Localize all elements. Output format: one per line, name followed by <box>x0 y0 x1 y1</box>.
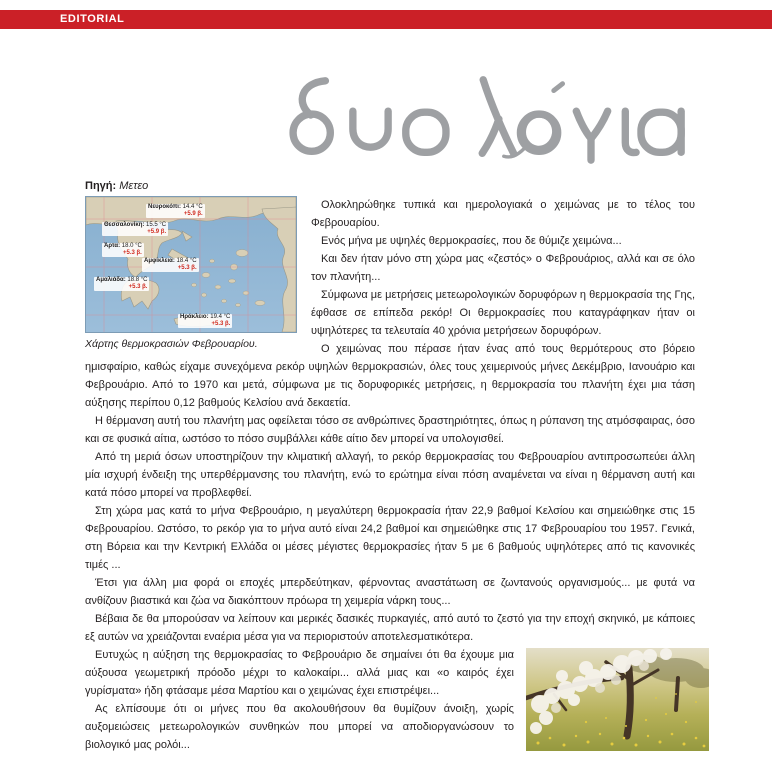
map-label-irakleio: Ηράκλειο: 19.4 °C +5.3 β. <box>180 314 231 327</box>
map-source <box>85 180 297 192</box>
source-label: Πηγή: <box>85 180 117 192</box>
header-title: EDITORIAL <box>60 13 125 25</box>
paragraph: Η θέρμανση αυτή του πλανήτη μας οφείλεται τόσο σε ανθρώπινες δραστηριότητες, όπως η ρύπανση της ατμόσφαιρας, όσο και σε φυσικά αίτια, ωστόσο το πόσο συμβάλλει κάθε αίτιο δεν μπορεί να υπολογισθεί. <box>85 415 695 445</box>
paragraph: Έτσι για άλλη μια φορά οι εποχές μπερδεύτηκαν, φέρνοντας αναστάτωση σε ζωντανούς οργανισμούς... με φυτά να ανθίζουν βιαστικά και ζώα να διακόπτουν πρόωρα τη χειμερία νάρκη τους... <box>85 577 695 607</box>
paragraph: Σύμφωνα με μετρήσεις μετεωρολογικών δορυφόρων η θερμοκρασία της Γης, έφθασε σε επίπεδα ρεκόρ! Οι θερμοκρασίες που καταγράφηκαν ήταν οι υψηλότερες τα τελευταία 40 χρόνια μετρήσεων δορυφόρων. <box>311 289 695 337</box>
paragraph: Ευτυχώς η αύξηση της θερμοκρασίας το Φεβρουάριο δε σημαίνει ότι θα έχουμε μια αύξουσα γεωμετρική πρόοδο μέχρι το καλοκαίρι... αλλά μιας και «ο καιρός έχει γυρίσματα» ήδη φτάσαμε μέσα Μαρτίου και ο χειμώνας έχει επιστρέψει... <box>85 649 514 697</box>
map-caption: Χάρτης θερμοκρασιών Φεβρουαρίου. <box>85 338 258 350</box>
paragraph: Ο χειμώνας που πέρασε ήταν ένας από τους θερμότερους στο βόρειο ημισφαίριο, καθώς είχαμε συνεχόμενα ρεκόρ υψηλών θερμοκρασιών, όλες τους χειμερινούς μήνες Δεκέμβριο, Ιανουάριο και Φεβρουάριο. Από το 1970 και μετά, σύμφωνα με τις δορυφορικές μετρήσεις, η θερμοκρασία του πλανήτη έχει μια τάση αύξησης περίπου 0,12 βαθμούς Κελσίου ανά δεκαετία. <box>85 343 695 409</box>
paragraph: Στη χώρα μας κατά το μήνα Φεβρουάριο, η μεγαλύτερη θερμοκρασία ήταν 22,9 βαθμοί Κελσίου και σημειώθηκε στις 15 Φεβρουαρίου. Ωστόσο, το ρεκόρ για το μήνα αυτό είναι 24,2 βαθμοί και σημειώθηκε στις 17 Φεβρουαρίου του 1957. Γενικά, στη Βόρεια και την Κεντρική Ελλάδα οι μέσες μέγιστες θερμοκρασίες ήταν 5 με 6 βαθμούς υψηλότερες από τις κανονικές τιμές ... <box>85 505 695 571</box>
map-label-arta: Άρτα: 18.0 °C +5.3 β. <box>104 243 142 256</box>
logo <box>276 70 710 168</box>
map-label-amfikleia: Αμφίκλεια: 18.4 °C +5.3 β. <box>144 258 197 271</box>
logo-wordmark <box>276 70 710 168</box>
source-value: Μετεο <box>119 180 149 192</box>
paragraph: Και δεν ήταν μόνο στη χώρα μας «ζεστός» ο Φεβρουάριος, αλλά και σε όλο τον πλανήτη... <box>311 253 695 283</box>
map-label-nevrokopi: Νευροκόπι: 14.4 °C +5.9 β. <box>148 204 203 217</box>
paragraph: Ολοκληρώθηκε τυπικά και ημερολογιακά ο χειμώνας με το τέλος του Φεβρουαρίου. <box>311 199 695 229</box>
blossom-photo-graphic <box>526 648 709 751</box>
header-bar <box>0 10 772 29</box>
paragraph: Βέβαια δε θα μπορούσαν να λείπουν και μερικές δασικές πυρκαγιές, από αυτό το ζεστό για την εποχή σκηνικό, με κάποιες εξ αυτών να χρειάζονται εναέρια μέσα για να περιοριστούν αποτελεσματικότερα. <box>85 613 695 643</box>
paragraph: Από τη μεριά όσων υποστηρίζουν την κλιματική αλλαγή, το ρεκόρ θερμοκρασίας του Φεβρουαρίου αντιπροσωπεύει άλλη μία ισχυρή ένδειξη της υπερθέρμανσης του πλανήτη, ενώ το ερώτημα είναι πόση αναμένεται να είναι η θέρμανση αυτή και κατά πόσο μπορεί να προβλεφθεί. <box>85 451 695 499</box>
article-body <box>85 196 695 757</box>
paragraph: Ας ελπίσουμε ότι οι μήνες που θα ακολουθήσουν θα θυμίζουν άνοιξη, χωρίς αυξομειώσεις μετεωρολογικών συνθηκών που μπορεί να αποδιοργανώσουν το βιολογικό μας ρολόι... <box>85 703 514 751</box>
weather-map-figure <box>85 196 297 352</box>
map-label-thessaloniki: Θεσσαλονίκη: 15.5 °C +5.9 β. <box>104 222 167 235</box>
spring-blossom-photo <box>526 648 709 751</box>
paragraph: Ενός μήνα με υψηλές θερμοκρασίες, που δε θύμιζε χειμώνα... <box>321 235 622 247</box>
weather-map <box>85 196 297 333</box>
map-label-amaliada: Αμαλιάδα: 18.8 °C +5.3 β. <box>96 277 148 290</box>
